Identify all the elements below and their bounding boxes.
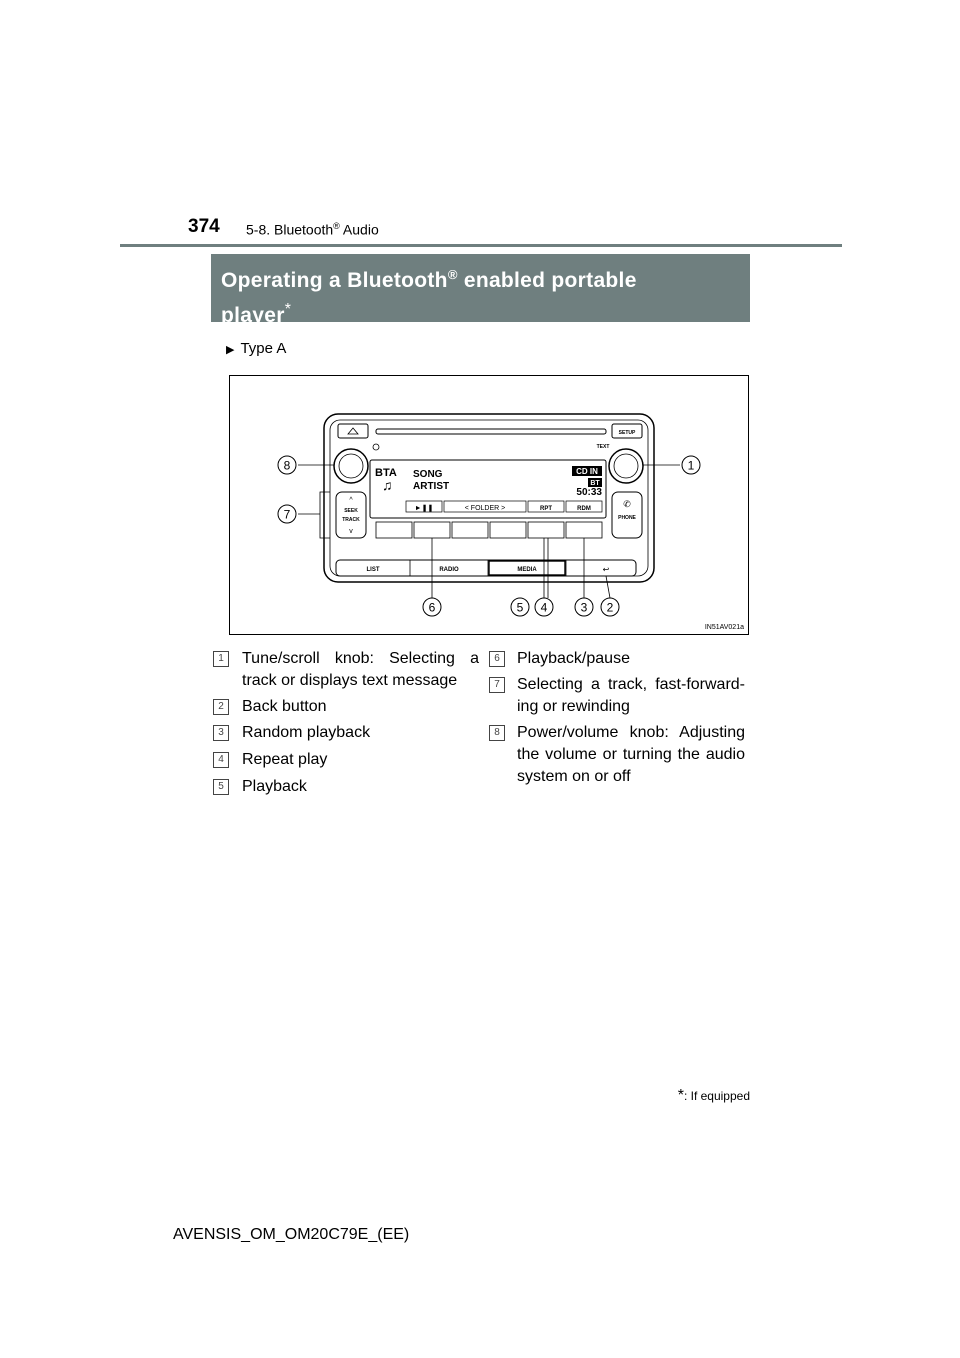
setup-label: SETUP	[618, 430, 636, 436]
display-artist: ARTIST	[413, 481, 450, 492]
audio-unit-figure	[229, 375, 749, 635]
callout-5: 5	[516, 600, 524, 615]
footnote-text: : If equipped	[683, 1089, 750, 1103]
type-label	[226, 340, 286, 357]
preset-button-2	[414, 522, 450, 538]
preset-button-1	[376, 522, 412, 538]
preset-button-6	[566, 522, 602, 538]
topic-banner	[211, 254, 750, 327]
phone-label: PHONE	[618, 515, 636, 521]
item-number-badge: 4	[213, 752, 229, 768]
seek-label: SEEK	[344, 508, 358, 514]
item-text: Random playback	[242, 724, 371, 741]
preset-button-3	[452, 522, 488, 538]
folder-right-arrow: >	[499, 505, 506, 512]
preset-button-4	[490, 522, 526, 538]
type-label-text: Type A	[240, 340, 287, 357]
audio-unit-illustration	[230, 376, 748, 634]
display-cdin: CD IN	[576, 467, 598, 476]
callout-3: 3	[580, 600, 588, 615]
track-label: TRACK	[342, 517, 360, 523]
chevron-down-icon: v	[349, 528, 353, 535]
banner-text-line2: player	[221, 304, 285, 327]
radio-label: RADIO	[439, 567, 459, 573]
item-number-badge: 5	[213, 779, 229, 795]
banner-line-1	[221, 260, 740, 295]
header-rule	[120, 244, 842, 247]
bottom-button-row	[336, 560, 636, 576]
music-note-icon: ♫	[382, 477, 393, 493]
item-text: Selecting a track, fast-forward-ing or rewinding	[517, 676, 745, 715]
folder-label: FOLDER	[470, 505, 500, 512]
item-text: Back button	[242, 698, 327, 715]
item-text: Tune/scroll knob: Selecting a track or displays text message	[242, 650, 479, 689]
item-text: Repeat play	[242, 751, 328, 768]
asterisk-icon: *	[677, 1087, 684, 1104]
item-number-badge: 7	[489, 677, 505, 693]
section-title-text: 5-8. Bluetooth	[246, 221, 334, 238]
item-number-badge: 1	[213, 651, 229, 667]
back-arrow-icon: ↩	[602, 565, 610, 574]
banner-text-suffix: enabled portable	[457, 269, 637, 292]
item-number-badge: 3	[213, 725, 229, 741]
folder-left-arrow: <	[464, 505, 471, 512]
item-text: Playback	[242, 778, 307, 795]
item-text: Playback/pause	[517, 650, 630, 667]
display-time: 50:33	[576, 487, 602, 498]
callout-6: 6	[428, 600, 436, 615]
callout-2: 2	[606, 600, 614, 615]
cd-slot	[376, 429, 606, 434]
document-id: AVENSIS_OM_OM20C79E_(EE)	[173, 1226, 410, 1243]
display-bt: BT	[590, 480, 600, 487]
image-code: IN51AV021a	[704, 624, 744, 631]
media-label: MEDIA	[517, 567, 537, 573]
registered-mark: ®	[333, 221, 340, 231]
list-label: LIST	[366, 567, 380, 573]
phone-icon: ✆	[623, 499, 631, 509]
section-title	[246, 221, 379, 238]
folder-label-row	[465, 505, 506, 512]
banner-text: Operating a Bluetooth	[221, 269, 448, 292]
callout-4: 4	[540, 600, 548, 615]
preset-button-5	[528, 522, 564, 538]
section-title-suffix: Audio	[339, 221, 379, 238]
banner-registered-mark: ®	[447, 267, 458, 282]
rpt-label: RPT	[540, 506, 552, 512]
play-pause-label: ►❚❚	[414, 505, 434, 512]
asterisk-icon: *	[284, 301, 292, 318]
footnote	[678, 1087, 750, 1105]
eject-button	[338, 424, 368, 438]
callout-7: 7	[283, 507, 291, 522]
display-song: SONG	[413, 469, 443, 480]
display-bta-badge: BTA	[375, 467, 397, 479]
callout-8: 8	[283, 458, 291, 473]
item-number-badge: 8	[489, 725, 505, 741]
item-text: Power/volume knob: Adjusting the volume or turning the audio system on or off	[517, 724, 745, 785]
banner-line-2	[221, 295, 740, 330]
page-number: 374	[188, 216, 220, 237]
callout-1: 1	[687, 458, 695, 473]
triangle-bullet-icon: ▶	[226, 344, 235, 356]
text-label: TEXT	[596, 444, 610, 450]
chevron-up-icon: ^	[349, 497, 353, 504]
item-number-badge: 6	[489, 651, 505, 667]
rdm-label: RDM	[577, 506, 591, 512]
item-number-badge: 2	[213, 699, 229, 715]
